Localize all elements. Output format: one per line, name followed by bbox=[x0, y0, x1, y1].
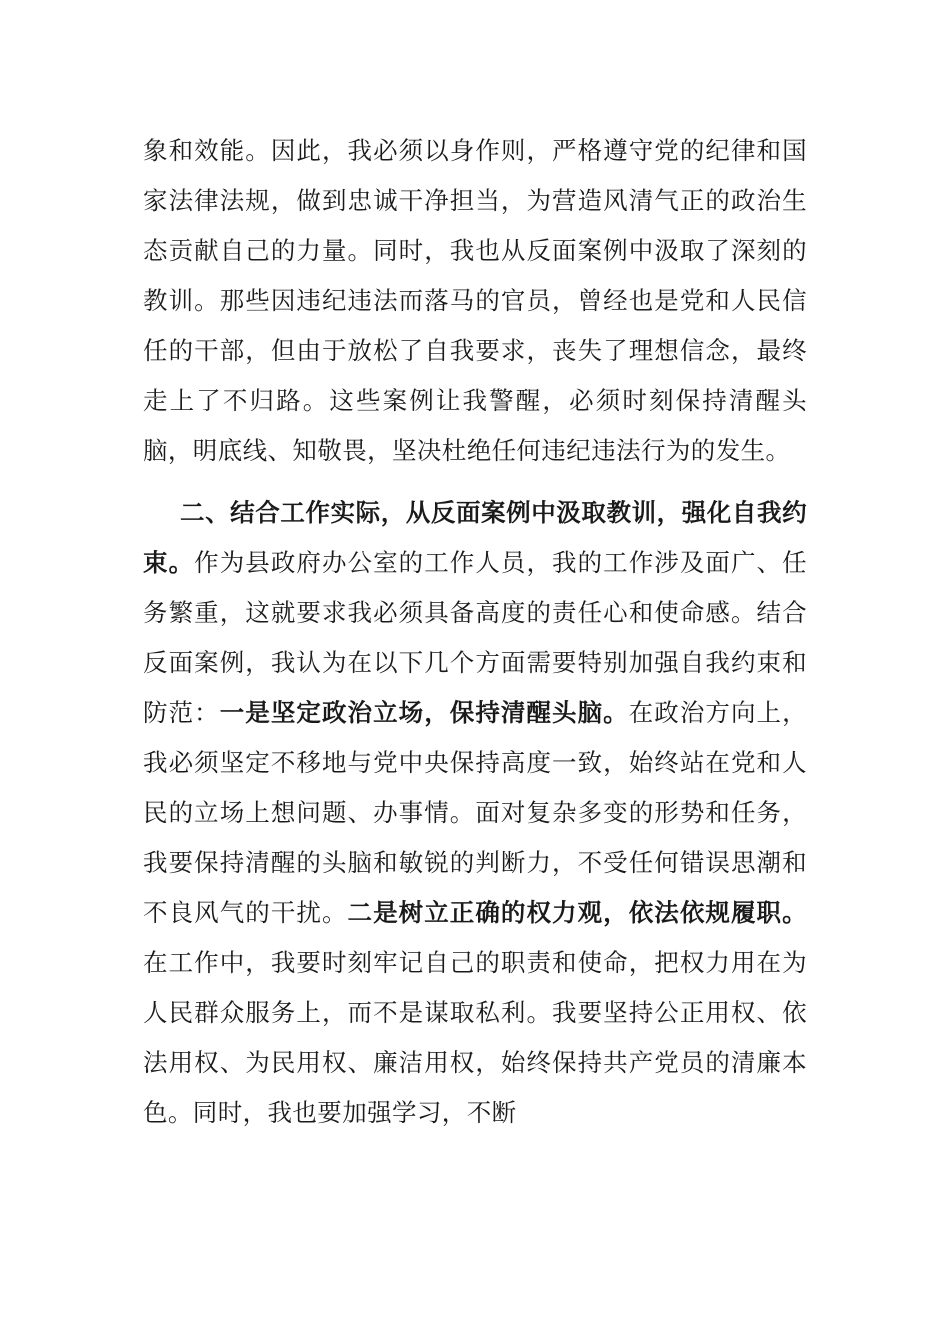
section-heading-two: 二、结合工作实际，从反面案例中汲取教训，强化自我约束。 bbox=[143, 498, 807, 577]
paragraph-1 bbox=[143, 126, 807, 476]
paragraph-2-text-b: 在政治方向上，我必须坚定不移地与党中央保持高度一致，始终站在党和人民的立场上想问题、办事情。面对复杂多变的形势和任务，我要保持清醒的头脑和敏锐的判断力，不受任何错误思潮和不良风气的干扰。 bbox=[143, 698, 807, 927]
paragraph-2-text-a: 作为县政府办公室的工作人员，我的工作涉及面广、任务繁重，这就要求我必须具备高度的责任心和使命感。结合反面案例，我认为在以下几个方面需要特别加强自我约束和防范： bbox=[143, 548, 807, 727]
paragraph-2-text-c: 在工作中，我要时刻牢记自己的职责和使命，把权力用在为人民群众服务上，而不是谋取私利。我要坚持公正用权、依法用权、为民用权、廉洁用权，始终保持共产党员的清廉本色。同时，我也要加强学习，不断 bbox=[143, 948, 807, 1127]
paragraph-2 bbox=[143, 488, 807, 1138]
paragraph-1-text: 象和效能。因此，我必须以身作则，严格遵守党的纪律和国家法律法规，做到忠诚干净担当，为营造风清气正的政治生态贡献自己的力量。同时，我也从反面案例中汲取了深刻的教训。那些因违纪违法而落马的官员，曾经也是党和人民信任的干部，但由于放松了自我要求，丧失了理想信念，最终走上了不归路。这些案例让我警醒，必须时刻保持清醒头脑，明底线、知敬畏，坚决杜绝任何违纪违法行为的发生。 bbox=[143, 136, 807, 465]
point-one-heading: 一是坚定政治立场，保持清醒头脑。 bbox=[219, 698, 629, 727]
point-two-heading: 二是树立正确的权力观，依法依规履职。 bbox=[347, 898, 807, 927]
document-body bbox=[143, 126, 807, 1138]
